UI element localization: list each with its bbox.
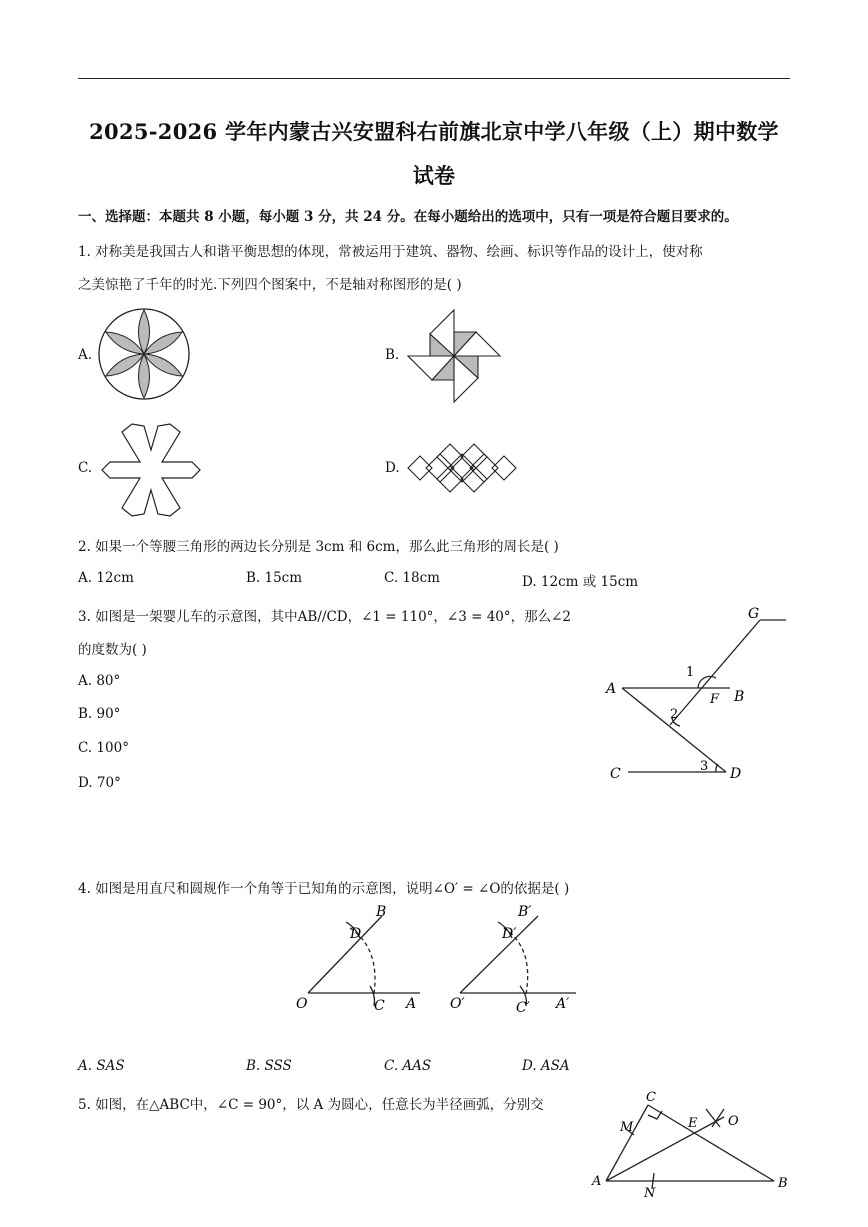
q3-label-d: D <box>730 766 742 782</box>
q1-figure-d-knot <box>400 438 524 498</box>
q3-stem-line1: 3. 如图是一架婴儿车的示意图，其中AB//CD，∠1 = 110°，∠3 = 40°，那么∠2 <box>78 609 572 625</box>
q5-figure-triangle <box>588 1085 800 1205</box>
q1-stem-line1: 1. 对称美是我国古人和谐平衡思想的体现，常被运用于建筑、器物、绘画、标识等作品的设计上，使对称 <box>78 244 703 260</box>
q5-label-a: A <box>592 1174 602 1189</box>
q2-option-a: A. 12cm <box>78 570 134 586</box>
q4-fig1-label-c: C <box>374 998 385 1014</box>
q5-stem: 5. 如图，在△ABC中，∠C = 90°，以 A 为圆心，任意长为半径画弧，分别交 <box>78 1097 544 1113</box>
q4-figure-copied-angle <box>446 898 586 1018</box>
q3-angle-3: 3 <box>700 759 709 774</box>
q3-option-c: C. 100° <box>78 740 129 756</box>
q3-label-b: B <box>734 689 745 705</box>
q2-option-d: D. 12cm 或 15cm <box>522 574 639 590</box>
q4-fig1-label-d: D <box>350 926 362 942</box>
q5-label-n: N <box>644 1186 656 1201</box>
q3-figure-stroller <box>600 600 800 790</box>
q3-angle-1: 1 <box>686 665 695 680</box>
q5-label-c: C <box>646 1090 656 1105</box>
q4-option-b: B. SSS <box>246 1058 292 1074</box>
q3-label-a: A <box>606 681 617 697</box>
q5-label-m: M <box>620 1120 634 1135</box>
exam-title-line2: 试卷 <box>412 163 456 188</box>
q4-figure-original-angle <box>290 898 430 1018</box>
q4-fig2-label-b: B′ <box>518 904 532 920</box>
q1-figure-a-flower <box>96 306 192 402</box>
q4-option-c: C. AAS <box>384 1058 432 1074</box>
q4-fig1-label-o: O <box>296 996 308 1012</box>
q4-option-a: A. SAS <box>78 1058 125 1074</box>
q3-label-c: C <box>610 766 621 782</box>
q4-fig2-label-d: D′ <box>502 926 517 942</box>
q4-fig1-label-a: A <box>406 996 417 1012</box>
q5-label-o: O <box>728 1114 739 1129</box>
q5-label-e: E <box>688 1116 698 1131</box>
q3-label-g: G <box>748 606 760 622</box>
q1-figure-c-snowflake <box>96 422 206 518</box>
q4-stem: 4. 如图是用直尺和圆规作一个角等于已知角的示意图，说明∠O′ = ∠O的依据是( ) <box>78 881 570 897</box>
q5-label-b: B <box>778 1176 788 1191</box>
q3-label-f: F <box>710 692 720 707</box>
q1-option-b-label: B. <box>385 347 400 363</box>
q1-figure-b-pinwheel <box>402 306 506 406</box>
q1-option-d-label: D. <box>385 460 400 476</box>
section-heading: 一、选择题：本题共 8 小题，每小题 3 分，共 24 分。在每小题给出的选项中，只有一项是符合题目要求的。 <box>78 209 738 225</box>
q2-stem: 2. 如果一个等腰三角形的两边长分别是 3cm 和 6cm，那么此三角形的周长是( ) <box>78 539 559 555</box>
q1-option-a-label: A. <box>78 347 93 363</box>
q3-option-d: D. 70° <box>78 775 121 791</box>
q4-fig2-label-o: O′ <box>450 996 465 1012</box>
q2-option-b: B. 15cm <box>246 570 303 586</box>
q2-option-c: C. 18cm <box>384 570 440 586</box>
q3-angle-2: 2 <box>670 707 679 722</box>
q4-fig1-label-b: B <box>376 904 387 920</box>
header-rule <box>78 78 790 79</box>
q3-option-b: B. 90° <box>78 706 121 722</box>
q4-fig2-label-c: C′ <box>516 1000 530 1016</box>
q3-stem-line2: 的度数为( ) <box>78 642 147 658</box>
q4-option-d: D. ASA <box>522 1058 570 1074</box>
q4-fig2-label-a: A′ <box>556 996 570 1012</box>
q3-option-a: A. 80° <box>78 673 121 689</box>
q1-stem-line2: 之美惊艳了千年的时光.下列四个图案中，不是轴对称图形的是( ) <box>78 277 462 293</box>
exam-title: 2025-2026 学年内蒙古兴安盟科右前旗北京中学八年级（上）期中数学 <box>89 119 779 144</box>
q1-option-c-label: C. <box>78 460 93 476</box>
